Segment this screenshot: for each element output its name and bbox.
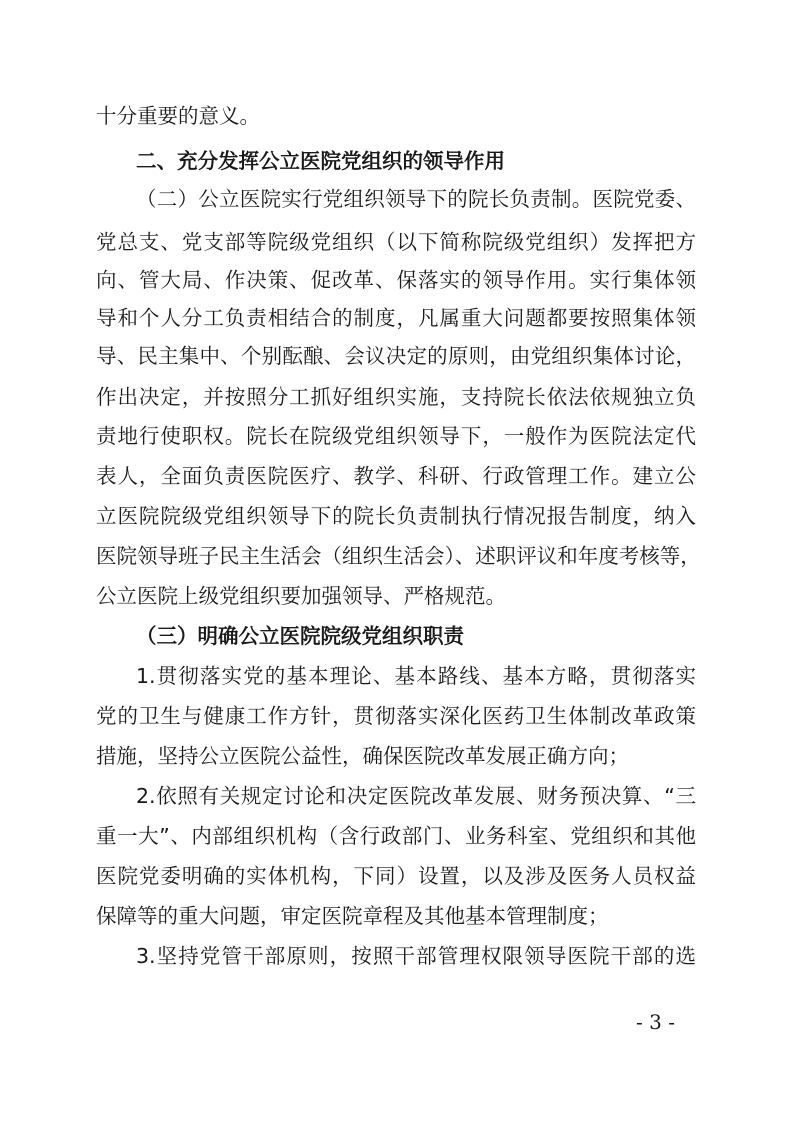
- paragraph-line: 作出决定，并按照分工抓好组织实施，支持院长依法依规独立负: [96, 385, 696, 409]
- paragraph-line: 1.贯彻落实党的基本理论、基本路线、基本方略，贯彻落实: [136, 664, 696, 688]
- paragraph-line: 3.坚持党管干部原则，按照干部管理权限领导医院干部的选: [136, 944, 696, 968]
- paragraph-line: 十分重要的意义。: [96, 104, 260, 128]
- paragraph-line: 党的卫生与健康工作方针，贯彻落实深化医药卫生体制改革政策: [96, 704, 696, 728]
- paragraph-line: 医院党委明确的实体机构，下同）设置，以及涉及医务人员权益: [96, 864, 696, 888]
- paragraph-line: 向、管大局、作决策、促改革、保落实的领导作用。实行集体领: [96, 268, 696, 292]
- paragraph-line: 保障等的重大问题，审定医院章程及其他基本管理制度；: [96, 904, 609, 928]
- section-heading: 二、充分发挥公立医院党组织的领导作用: [136, 149, 505, 173]
- paragraph-line: 公立医院上级党组织要加强领导、严格规范。: [96, 584, 506, 608]
- paragraph-line: 措施，坚持公立医院公益性，确保医院改革发展正确方向；: [96, 744, 629, 768]
- paragraph-line: 党总支、党支部等院级党组织（以下简称院级党组织）发挥把方: [96, 230, 696, 254]
- paragraph-line: 重一大”、内部组织机构（含行政部门、业务科室、党组织和其他: [96, 824, 696, 848]
- paragraph-line: 导、民主集中、个别酝酿、会议决定的原则，由党组织集体讨论，: [96, 344, 696, 368]
- paragraph-line: 2.依照有关规定讨论和决定医院改革发展、财务预决算、“三: [136, 784, 696, 808]
- paragraph-line: （二）公立医院实行党组织领导下的院长负责制。医院党委、: [136, 187, 696, 211]
- paragraph-line: 导和个人分工负责相结合的制度，凡属重大问题都要按照集体领: [96, 306, 696, 330]
- paragraph-line: 立医院院级党组织领导下的院长负责制执行情况报告制度，纳入: [96, 504, 696, 528]
- page-number: - 3 -: [636, 1010, 675, 1034]
- paragraph-line: 表人，全面负责医院医疗、教学、科研、行政管理工作。建立公: [96, 464, 696, 488]
- paragraph-line: 医院领导班子民主生活会（组织生活会）、述职评议和年度考核等，: [96, 544, 701, 568]
- paragraph-line: 责地行使职权。院长在院级党组织领导下，一般作为医院法定代: [96, 424, 696, 448]
- subsection-heading: （三）明确公立医院院级党组织职责: [136, 624, 464, 648]
